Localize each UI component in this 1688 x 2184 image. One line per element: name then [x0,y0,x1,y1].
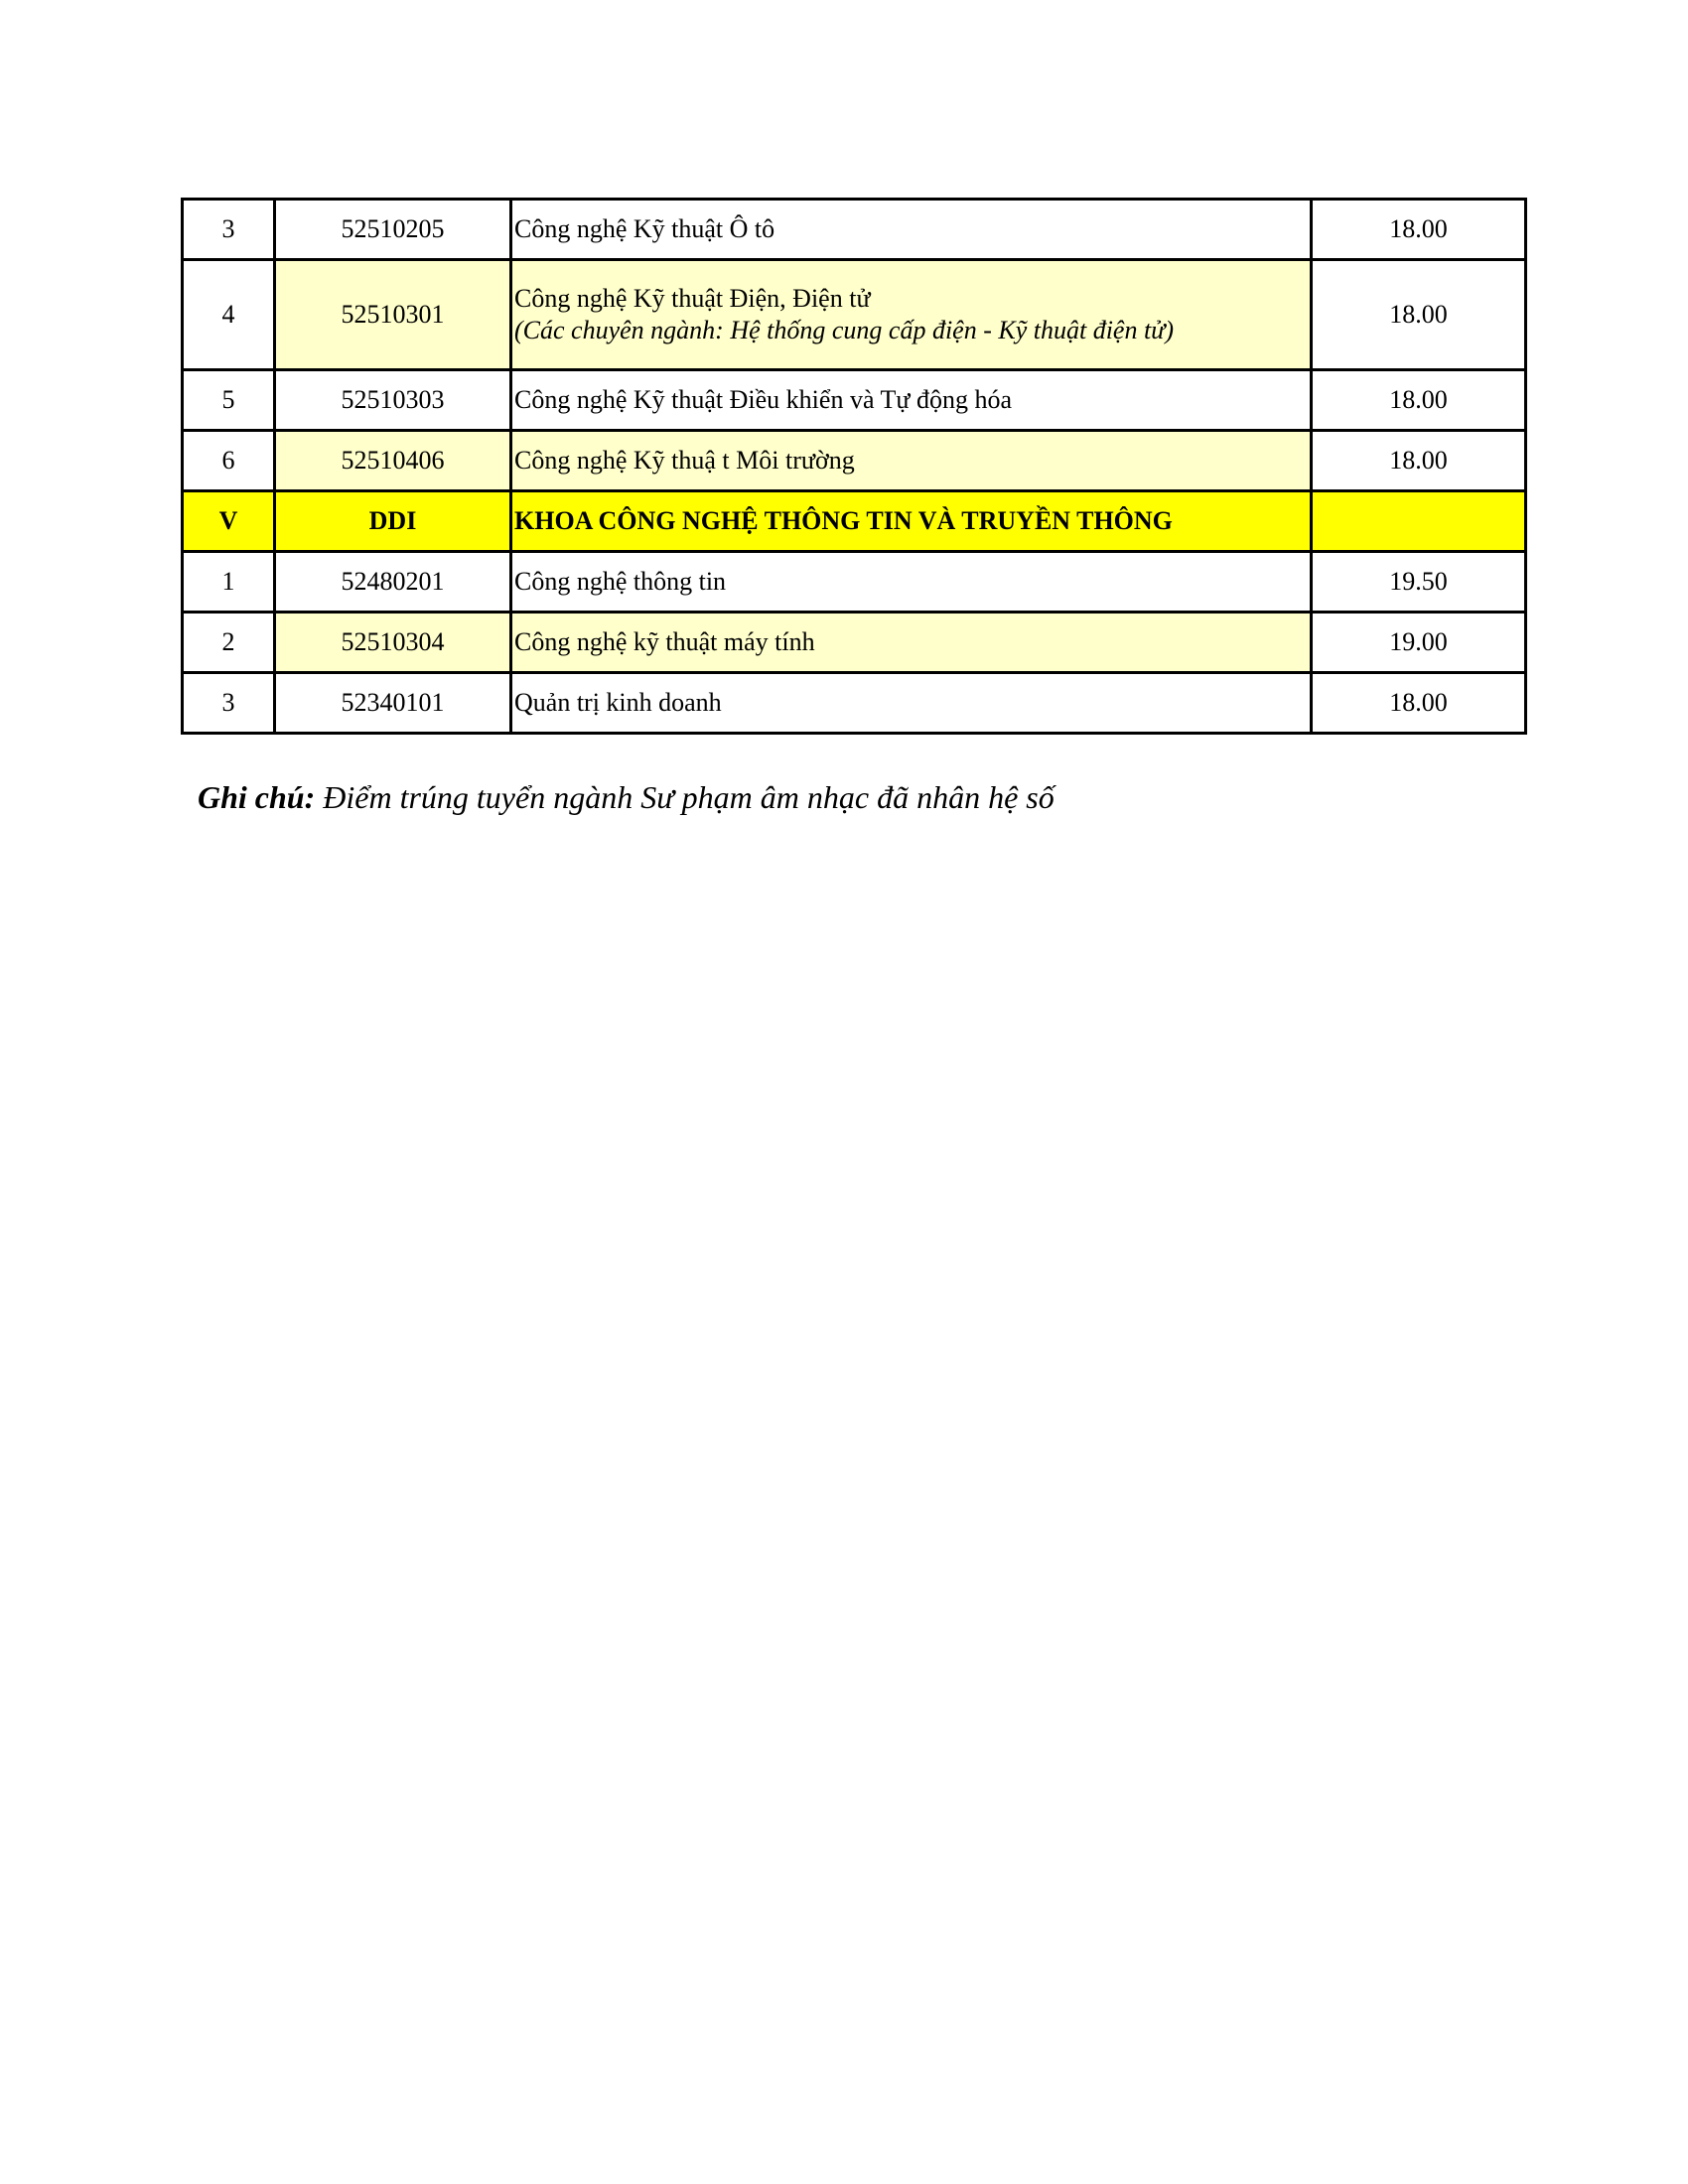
major-name: Công nghệ Kỹ thuật Điều khiển và Tự động hóa [511,370,1312,431]
row-number: 5 [183,370,275,431]
table-row [183,613,1526,673]
row-number: 2 [183,613,275,673]
table-row [183,200,1526,260]
admission-score: 18.00 [1312,370,1526,431]
admission-score: 18.00 [1312,431,1526,491]
major-code: 52510301 [275,260,511,370]
section-number: V [183,491,275,552]
admission-score: 18.00 [1312,200,1526,260]
admission-score: 18.00 [1312,260,1526,370]
major-name: Quản trị kinh doanh [511,673,1312,734]
major-code: 52510406 [275,431,511,491]
major-name: Công nghệ Kỹ thuật Điện, Điện tử [514,284,871,313]
footnote [198,779,1055,816]
row-number: 3 [183,673,275,734]
table-row [183,370,1526,431]
major-name-cell [511,260,1312,370]
table-row [183,260,1526,370]
section-score [1312,491,1526,552]
major-code: 52510303 [275,370,511,431]
admission-score-table [181,198,1527,735]
major-code: 52510304 [275,613,511,673]
section-code: DDI [275,491,511,552]
table-row [183,673,1526,734]
major-name: Công nghệ Kỹ thuật Ô tô [511,200,1312,260]
major-code: 52480201 [275,552,511,613]
row-number: 6 [183,431,275,491]
major-name: Công nghệ thông tin [511,552,1312,613]
footnote-text: Điểm trúng tuyển ngành Sư phạm âm nhạc đã nhân hệ số [323,779,1055,815]
row-number: 4 [183,260,275,370]
admission-score: 19.00 [1312,613,1526,673]
section-title: KHOA CÔNG NGHỆ THÔNG TIN VÀ TRUYỀN THÔNG [511,491,1312,552]
section-header-row [183,491,1526,552]
admission-score: 19.50 [1312,552,1526,613]
admission-score: 18.00 [1312,673,1526,734]
major-specializations: (Các chuyên ngành: Hệ thống cung cấp điện - Kỹ thuật điện tử) [514,316,1175,344]
major-code: 52340101 [275,673,511,734]
table-row [183,552,1526,613]
row-number: 1 [183,552,275,613]
footnote-label: Ghi chú: [198,779,316,815]
row-number: 3 [183,200,275,260]
major-name: Công nghệ kỹ thuật máy tính [511,613,1312,673]
major-code: 52510205 [275,200,511,260]
admission-score-table-container [181,198,1527,735]
major-name: Công nghệ Kỹ thuậ t Môi trường [511,431,1312,491]
table-row [183,431,1526,491]
